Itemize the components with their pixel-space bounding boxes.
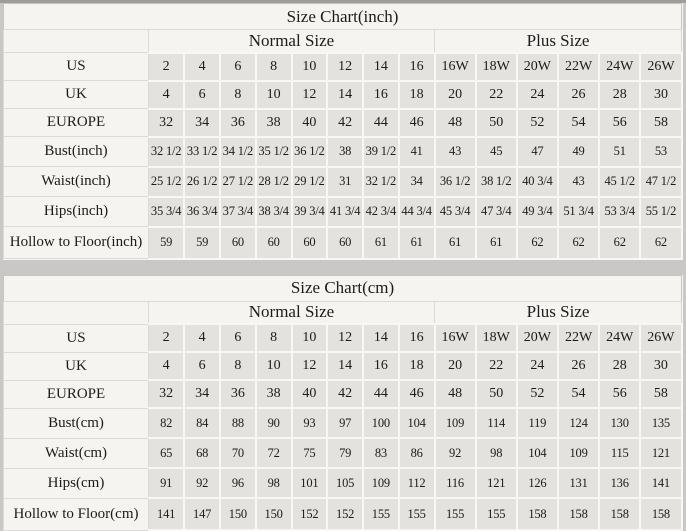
size-value: 36 1/2 <box>435 167 476 197</box>
table-row <box>4 408 682 438</box>
size-value: 104 <box>517 438 558 468</box>
size-value: 22 <box>476 81 517 109</box>
size-value: 98 <box>256 468 292 498</box>
size-value: 4 <box>149 81 185 109</box>
size-value: 43 <box>435 137 476 167</box>
size-value: 114 <box>476 408 517 438</box>
size-value: 26 1/2 <box>184 167 220 197</box>
size-value: 46 <box>399 109 435 137</box>
table-row <box>4 380 682 408</box>
size-value: 12 <box>292 81 328 109</box>
size-value: 115 <box>599 438 640 468</box>
size-chart-inch-table <box>3 3 683 260</box>
size-value: 8 <box>256 53 292 81</box>
size-value: 28 <box>599 81 640 109</box>
size-value: 88 <box>220 408 256 438</box>
size-value: 52 <box>517 109 558 137</box>
table-row <box>4 324 682 352</box>
size-value: 25 1/2 <box>149 167 185 197</box>
size-value: 28 1/2 <box>256 167 292 197</box>
table-title: Size Chart(cm) <box>4 275 682 301</box>
size-value: 62 <box>599 227 640 259</box>
row-label: US <box>4 53 149 81</box>
size-value: 10 <box>292 324 328 352</box>
size-value: 24 <box>517 81 558 109</box>
size-value: 20 <box>435 352 476 380</box>
size-value: 121 <box>476 468 517 498</box>
size-value: 60 <box>327 227 363 259</box>
size-value: 27 1/2 <box>220 167 256 197</box>
size-value: 141 <box>149 498 185 530</box>
size-value: 59 <box>149 227 185 259</box>
table-row <box>4 438 682 468</box>
size-value: 155 <box>399 498 435 530</box>
size-value: 61 <box>435 227 476 259</box>
size-value: 109 <box>558 438 599 468</box>
size-value: 61 <box>363 227 399 259</box>
size-value: 45 1/2 <box>599 167 640 197</box>
size-value: 44 <box>363 109 399 137</box>
size-value: 34 <box>184 380 220 408</box>
size-value: 158 <box>558 498 599 530</box>
size-value: 51 <box>599 137 640 167</box>
row-label: UK <box>4 352 149 380</box>
size-value: 12 <box>327 53 363 81</box>
size-value: 47 <box>517 137 558 167</box>
size-value: 68 <box>184 438 220 468</box>
size-value: 10 <box>292 53 328 81</box>
size-value: 35 3/4 <box>149 197 185 227</box>
size-value: 36 <box>220 380 256 408</box>
size-value: 62 <box>517 227 558 259</box>
table-row <box>4 197 682 227</box>
size-value: 158 <box>640 498 681 530</box>
size-value: 34 <box>184 109 220 137</box>
size-value: 49 3/4 <box>517 197 558 227</box>
size-value: 105 <box>327 468 363 498</box>
size-value: 6 <box>220 324 256 352</box>
size-value: 36 <box>220 109 256 137</box>
size-value: 39 1/2 <box>363 137 399 167</box>
size-value: 119 <box>517 408 558 438</box>
size-value: 38 3/4 <box>256 197 292 227</box>
size-value: 6 <box>184 81 220 109</box>
row-label: US <box>4 324 149 352</box>
size-value: 22 <box>476 352 517 380</box>
size-value: 124 <box>558 408 599 438</box>
size-value: 39 3/4 <box>292 197 328 227</box>
size-value: 8 <box>220 352 256 380</box>
size-value: 116 <box>435 468 476 498</box>
size-value: 90 <box>256 408 292 438</box>
size-value: 72 <box>256 438 292 468</box>
size-value: 50 <box>476 109 517 137</box>
size-value: 40 <box>292 380 328 408</box>
size-value: 34 <box>399 167 435 197</box>
table-row <box>4 468 682 498</box>
size-value: 38 <box>327 137 363 167</box>
size-value: 70 <box>220 438 256 468</box>
size-value: 75 <box>292 438 328 468</box>
size-value: 109 <box>435 408 476 438</box>
table-row <box>4 352 682 380</box>
size-value: 38 1/2 <box>476 167 517 197</box>
size-value: 45 <box>476 137 517 167</box>
size-value: 36 1/2 <box>292 137 328 167</box>
size-value: 62 <box>640 227 681 259</box>
size-value: 155 <box>476 498 517 530</box>
row-label: UK <box>4 81 149 109</box>
size-value: 20W <box>517 324 558 352</box>
size-value: 97 <box>327 408 363 438</box>
table-row <box>4 109 682 137</box>
size-value: 18W <box>476 324 517 352</box>
row-label: Hips(inch) <box>4 197 149 227</box>
size-value: 22W <box>558 324 599 352</box>
group-header-spacer <box>4 30 149 53</box>
size-value: 14 <box>327 81 363 109</box>
size-value: 101 <box>292 468 328 498</box>
size-value: 24 <box>517 352 558 380</box>
size-value: 14 <box>363 53 399 81</box>
group-header-plus-size: Plus Size <box>435 301 682 324</box>
size-value: 44 <box>363 380 399 408</box>
size-chart-inch-section <box>0 3 686 260</box>
size-value: 12 <box>292 352 328 380</box>
size-value: 158 <box>599 498 640 530</box>
size-value: 16W <box>435 324 476 352</box>
group-header-normal-size: Normal Size <box>149 30 435 53</box>
size-value: 58 <box>640 109 681 137</box>
size-value: 26W <box>640 53 681 81</box>
size-value: 121 <box>640 438 681 468</box>
size-value: 53 3/4 <box>599 197 640 227</box>
size-value: 32 1/2 <box>149 137 185 167</box>
size-value: 40 <box>292 109 328 137</box>
size-value: 86 <box>399 438 435 468</box>
size-value: 30 <box>640 352 681 380</box>
size-value: 98 <box>476 438 517 468</box>
size-value: 60 <box>292 227 328 259</box>
size-value: 42 <box>327 109 363 137</box>
size-value: 4 <box>184 53 220 81</box>
size-value: 61 <box>476 227 517 259</box>
size-value: 40 3/4 <box>517 167 558 197</box>
size-value: 56 <box>599 109 640 137</box>
size-value: 20 <box>435 81 476 109</box>
size-value: 56 <box>599 380 640 408</box>
size-value: 45 3/4 <box>435 197 476 227</box>
size-value: 152 <box>292 498 328 530</box>
size-value: 65 <box>149 438 185 468</box>
size-value: 36 3/4 <box>184 197 220 227</box>
size-value: 14 <box>363 324 399 352</box>
size-value: 24W <box>599 324 640 352</box>
size-value: 16 <box>399 324 435 352</box>
size-value: 152 <box>327 498 363 530</box>
size-value: 58 <box>640 380 681 408</box>
size-value: 16 <box>363 352 399 380</box>
size-value: 8 <box>220 81 256 109</box>
size-value: 4 <box>149 352 185 380</box>
size-value: 155 <box>435 498 476 530</box>
size-value: 42 <box>327 380 363 408</box>
size-value: 82 <box>149 408 185 438</box>
size-value: 91 <box>149 468 185 498</box>
size-value: 41 <box>399 137 435 167</box>
size-value: 18 <box>399 352 435 380</box>
table-gap <box>0 260 686 275</box>
size-value: 62 <box>558 227 599 259</box>
size-value: 50 <box>476 380 517 408</box>
row-label: Hollow to Floor(cm) <box>4 498 149 530</box>
size-value: 33 1/2 <box>184 137 220 167</box>
table-title: Size Chart(inch) <box>4 4 682 30</box>
size-value: 44 3/4 <box>399 197 435 227</box>
row-label: Waist(cm) <box>4 438 149 468</box>
size-value: 147 <box>184 498 220 530</box>
size-value: 61 <box>399 227 435 259</box>
size-value: 136 <box>599 468 640 498</box>
size-value: 48 <box>435 109 476 137</box>
table-row <box>4 81 682 109</box>
size-value: 38 <box>256 109 292 137</box>
size-value: 26 <box>558 81 599 109</box>
size-value: 84 <box>184 408 220 438</box>
size-value: 18 <box>399 81 435 109</box>
table-row <box>4 498 682 530</box>
size-value: 150 <box>220 498 256 530</box>
size-value: 104 <box>399 408 435 438</box>
size-value: 51 3/4 <box>558 197 599 227</box>
size-value: 16 <box>363 81 399 109</box>
size-value: 14 <box>327 352 363 380</box>
size-value: 131 <box>558 468 599 498</box>
size-value: 31 <box>327 167 363 197</box>
size-value: 30 <box>640 81 681 109</box>
group-header-normal-size: Normal Size <box>149 301 435 324</box>
size-value: 158 <box>517 498 558 530</box>
size-chart-cm-section <box>0 275 686 531</box>
row-label: Hips(cm) <box>4 468 149 498</box>
size-value: 83 <box>363 438 399 468</box>
size-value: 26 <box>558 352 599 380</box>
size-value: 10 <box>256 81 292 109</box>
size-value: 37 3/4 <box>220 197 256 227</box>
size-value: 8 <box>256 324 292 352</box>
size-value: 20W <box>517 53 558 81</box>
size-value: 26W <box>640 324 681 352</box>
size-value: 54 <box>558 109 599 137</box>
size-value: 49 <box>558 137 599 167</box>
size-value: 47 1/2 <box>640 167 681 197</box>
size-value: 2 <box>149 324 185 352</box>
size-value: 92 <box>184 468 220 498</box>
size-value: 43 <box>558 167 599 197</box>
size-value: 60 <box>220 227 256 259</box>
size-value: 92 <box>435 438 476 468</box>
row-label: Hollow to Floor(inch) <box>4 227 149 259</box>
size-value: 130 <box>599 408 640 438</box>
size-chart-cm-table <box>3 275 683 531</box>
size-value: 38 <box>256 380 292 408</box>
size-value: 54 <box>558 380 599 408</box>
group-header-spacer <box>4 301 149 324</box>
size-value: 4 <box>184 324 220 352</box>
size-value: 18W <box>476 53 517 81</box>
size-value: 53 <box>640 137 681 167</box>
size-value: 32 <box>149 380 185 408</box>
size-value: 22W <box>558 53 599 81</box>
size-value: 32 <box>149 109 185 137</box>
row-label: Bust(inch) <box>4 137 149 167</box>
size-value: 28 <box>599 352 640 380</box>
size-value: 6 <box>184 352 220 380</box>
size-value: 32 1/2 <box>363 167 399 197</box>
table-row <box>4 227 682 259</box>
size-value: 41 3/4 <box>327 197 363 227</box>
size-value: 6 <box>220 53 256 81</box>
size-value: 52 <box>517 380 558 408</box>
size-value: 42 3/4 <box>363 197 399 227</box>
size-value: 35 1/2 <box>256 137 292 167</box>
size-value: 112 <box>399 468 435 498</box>
size-value: 48 <box>435 380 476 408</box>
table-row <box>4 137 682 167</box>
row-label: Bust(cm) <box>4 408 149 438</box>
size-value: 24W <box>599 53 640 81</box>
table-row <box>4 53 682 81</box>
size-value: 46 <box>399 380 435 408</box>
size-value: 60 <box>256 227 292 259</box>
size-value: 135 <box>640 408 681 438</box>
size-value: 34 1/2 <box>220 137 256 167</box>
size-value: 100 <box>363 408 399 438</box>
size-value: 79 <box>327 438 363 468</box>
row-label: EUROPE <box>4 380 149 408</box>
size-value: 150 <box>256 498 292 530</box>
row-label: Waist(inch) <box>4 167 149 197</box>
size-value: 16W <box>435 53 476 81</box>
size-value: 93 <box>292 408 328 438</box>
size-value: 141 <box>640 468 681 498</box>
row-label: EUROPE <box>4 109 149 137</box>
size-value: 155 <box>363 498 399 530</box>
size-value: 55 1/2 <box>640 197 681 227</box>
size-value: 126 <box>517 468 558 498</box>
size-value: 47 3/4 <box>476 197 517 227</box>
size-value: 59 <box>184 227 220 259</box>
table-row <box>4 167 682 197</box>
size-value: 96 <box>220 468 256 498</box>
size-value: 12 <box>327 324 363 352</box>
size-value: 16 <box>399 53 435 81</box>
size-value: 29 1/2 <box>292 167 328 197</box>
size-value: 109 <box>363 468 399 498</box>
size-value: 2 <box>149 53 185 81</box>
group-header-plus-size: Plus Size <box>435 30 682 53</box>
size-value: 10 <box>256 352 292 380</box>
